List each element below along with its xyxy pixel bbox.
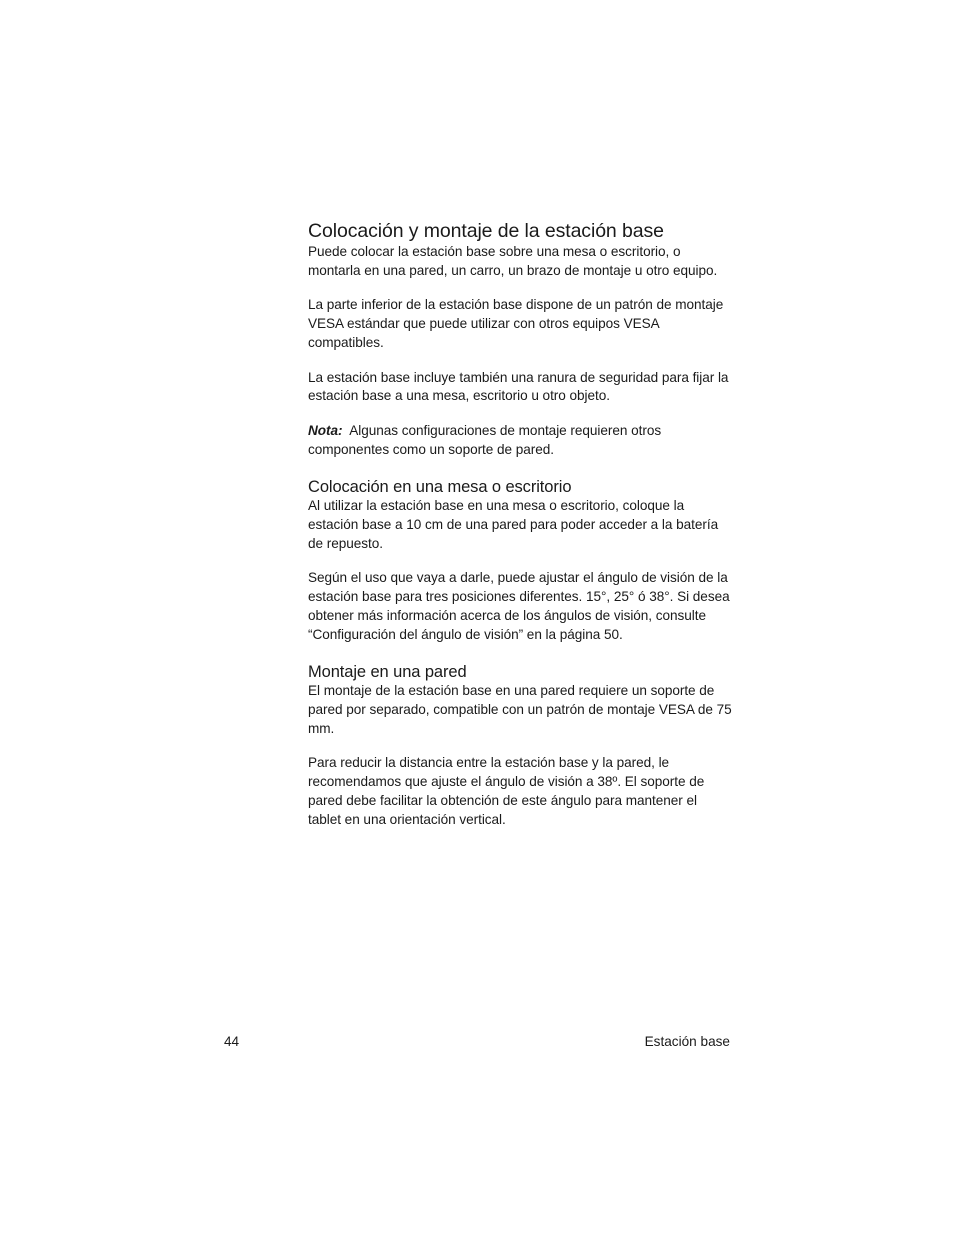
note-text: Algunas configuraciones de montaje requieren otros componentes como un soporte de pared. xyxy=(308,422,662,457)
wall-paragraph-2: Para reducir la distancia entre la estación base y la pared, le recomendamos que ajuste el ángulo de visión a 38º. El soporte de pared debe facilitar la obtención de este ángulo para mantener el tablet en una orientación vertical. xyxy=(308,755,705,827)
page-content xyxy=(308,219,733,829)
section-title: Colocación y montaje de la estación base xyxy=(308,220,664,242)
intro-paragraph-2: La parte inferior de la estación base dispone de un patrón de montaje VESA estándar que puede utilizar con otros equipos VESA compatibles. xyxy=(308,297,724,350)
desk-paragraph-2: Según el uso que vaya a darle, puede ajustar el ángulo de visión de la estación base para tres posiciones diferentes. 15°, 25° ó 38°. Si desea obtener más información acerca de los ángulos de visión, consulte “Configuración del ángulo de visión” en la página 50. xyxy=(308,570,730,642)
chapter-title: Estación base xyxy=(644,1034,730,1049)
desk-subheading: Colocación en una mesa o escritorio xyxy=(308,478,572,497)
page-number: 44 xyxy=(224,1034,240,1049)
note-label: Nota: xyxy=(308,422,343,438)
intro-paragraph-3: La estación base incluye también una ranura de seguridad para fijar la estación base a una mesa, escritorio u otro objeto. xyxy=(308,369,729,404)
note-paragraph xyxy=(308,422,733,460)
wall-subheading: Montaje en una pared xyxy=(308,662,467,681)
desk-paragraph-1: Al utilizar la estación base en una mesa o escritorio, coloque la estación base a 10 cm de una pared para poder acceder a la batería de repuesto. xyxy=(308,498,719,551)
intro-paragraph-1: Puede colocar la estación base sobre una mesa o escritorio, o montarla en una pared, un carro, un brazo de montaje u otro equipo. xyxy=(308,244,718,278)
wall-paragraph-1: El montaje de la estación base en una pared requiere un soporte de pared por separado, compatible con un patrón de montaje VESA de 75 mm. xyxy=(308,682,732,736)
